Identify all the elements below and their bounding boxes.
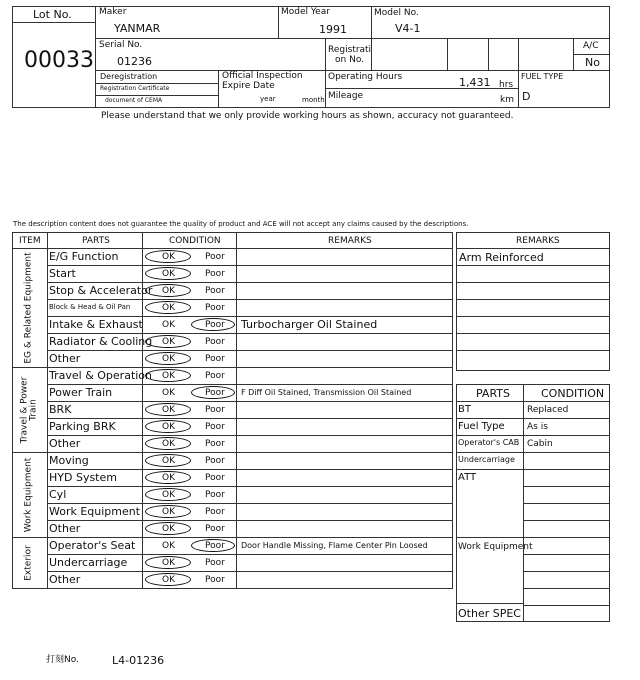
poor-option: Poor bbox=[205, 269, 225, 279]
year-label: year bbox=[260, 95, 276, 103]
stamp-no-value: L4-01236 bbox=[112, 654, 165, 667]
poor-option: Poor bbox=[205, 337, 225, 347]
poor-option: Poor bbox=[205, 524, 225, 534]
maker-label: Maker bbox=[99, 7, 127, 17]
part-label: Other bbox=[49, 437, 81, 450]
ok-option: OK bbox=[162, 473, 175, 483]
ok-selected-mark bbox=[145, 505, 191, 518]
remark-text: Turbocharger Oil Stained bbox=[241, 318, 378, 331]
poor-option: Poor bbox=[205, 456, 225, 466]
ok-option: OK bbox=[162, 371, 175, 381]
fuel-type-value: D bbox=[522, 90, 531, 103]
item-group-label: EG & Related Equipment bbox=[23, 251, 34, 364]
parts-row-label: Undercarriage bbox=[458, 455, 515, 464]
mileage-label: Mileage bbox=[328, 91, 364, 101]
parts-col-parts: PARTS bbox=[476, 387, 510, 400]
model-no-value: V4-1 bbox=[395, 22, 421, 35]
accuracy-notice: Please understand that we only provide working hours as shown, accuracy not guaranteed. bbox=[101, 111, 514, 121]
ok-option: OK bbox=[162, 541, 175, 551]
parts-row-condition: Replaced bbox=[527, 405, 569, 415]
poor-option: Poor bbox=[205, 252, 225, 262]
part-label: Power Train bbox=[49, 386, 113, 399]
ac-label: A/C bbox=[583, 41, 599, 51]
part-label: Undercarriage bbox=[49, 556, 128, 569]
ok-selected-mark bbox=[145, 454, 191, 467]
reg-cert-label: Registration Certificate bbox=[100, 85, 170, 92]
maker-value: YANMAR bbox=[114, 22, 161, 35]
serial-value: 01236 bbox=[117, 55, 152, 68]
poor-option: Poor bbox=[205, 320, 225, 330]
part-label: Work Equipment bbox=[49, 505, 141, 518]
ok-option: OK bbox=[162, 507, 175, 517]
part-label: Block & Head & Oil Pan bbox=[49, 303, 131, 311]
ok-selected-mark bbox=[145, 522, 191, 535]
part-label: Cyl bbox=[49, 488, 67, 501]
remarks-first: Arm Reinforced bbox=[459, 251, 544, 264]
parts-work-equipment: Work Equipment bbox=[458, 542, 533, 552]
poor-option: Poor bbox=[205, 473, 225, 483]
disclaimer: The description content does not guarantee the quality of product and ACE will not accept any claims caused by the descriptions. bbox=[13, 220, 469, 228]
ok-selected-mark bbox=[145, 284, 191, 297]
hrs-label: hrs bbox=[499, 80, 514, 90]
col-parts: PARTS bbox=[82, 236, 110, 246]
parts-row-condition: As is bbox=[527, 422, 548, 432]
official-inspection-label: Official Inspection Expire Date bbox=[222, 71, 303, 91]
parts-col-condition: CONDITION bbox=[541, 387, 605, 400]
ok-option: OK bbox=[162, 320, 175, 330]
part-label: Moving bbox=[49, 454, 89, 467]
poor-option: Poor bbox=[205, 490, 225, 500]
model-no-label: Model No. bbox=[374, 8, 419, 18]
registration-label: Registrati on No. bbox=[328, 45, 372, 66]
part-label: Radiator & Cooling bbox=[49, 335, 153, 348]
part-label: Operator's Seat bbox=[49, 539, 136, 552]
ok-selected-mark bbox=[145, 420, 191, 433]
poor-option: Poor bbox=[205, 507, 225, 517]
ok-selected-mark bbox=[145, 488, 191, 501]
part-label: E/G Function bbox=[49, 250, 119, 263]
part-label: Other bbox=[49, 522, 81, 535]
col-item: ITEM bbox=[19, 236, 41, 246]
ok-option: OK bbox=[162, 558, 175, 568]
parts-row-label: Operator's CAB bbox=[458, 438, 520, 447]
poor-option: Poor bbox=[205, 354, 225, 364]
ok-option: OK bbox=[162, 490, 175, 500]
ok-option: OK bbox=[162, 405, 175, 415]
ok-selected-mark bbox=[145, 267, 191, 280]
item-group-label: Exterior bbox=[23, 544, 34, 581]
parts-row-label: ATT bbox=[458, 472, 477, 483]
parts-row-label: BT bbox=[458, 404, 471, 415]
remarks-header: REMARKS bbox=[516, 236, 560, 246]
month-label: month bbox=[302, 96, 325, 104]
ok-selected-mark bbox=[145, 250, 191, 263]
col-condition: CONDITION bbox=[169, 236, 221, 246]
km-label: km bbox=[500, 95, 514, 105]
ok-option: OK bbox=[162, 575, 175, 585]
cema-label: document of CEMA bbox=[105, 97, 163, 104]
ok-option: OK bbox=[162, 354, 175, 364]
ok-option: OK bbox=[162, 456, 175, 466]
poor-option: Poor bbox=[205, 371, 225, 381]
ac-value: No bbox=[585, 56, 600, 69]
ok-option: OK bbox=[162, 422, 175, 432]
poor-option: Poor bbox=[205, 422, 225, 432]
part-label: Parking BRK bbox=[49, 420, 116, 433]
fuel-type-label: FUEL TYPE bbox=[521, 72, 564, 81]
ok-selected-mark bbox=[145, 471, 191, 484]
poor-option: Poor bbox=[205, 388, 225, 398]
ok-selected-mark bbox=[145, 301, 191, 314]
ok-selected-mark bbox=[145, 335, 191, 348]
ok-option: OK bbox=[162, 524, 175, 534]
ok-selected-mark bbox=[145, 403, 191, 416]
ok-selected-mark bbox=[145, 556, 191, 569]
ok-selected-mark bbox=[145, 437, 191, 450]
poor-option: Poor bbox=[205, 558, 225, 568]
poor-selected-mark bbox=[191, 386, 235, 399]
ok-option: OK bbox=[162, 388, 175, 398]
operating-hours-value: 1,431 bbox=[459, 76, 491, 89]
poor-option: Poor bbox=[205, 303, 225, 313]
part-label: Other bbox=[49, 573, 81, 586]
part-label: BRK bbox=[49, 403, 72, 416]
ok-selected-mark bbox=[145, 573, 191, 586]
poor-selected-mark bbox=[191, 539, 235, 552]
lot-number: 00033 bbox=[24, 48, 94, 73]
ok-option: OK bbox=[162, 337, 175, 347]
poor-option: Poor bbox=[205, 541, 225, 551]
item-group-label: Work Equipment bbox=[23, 457, 34, 532]
ok-option: OK bbox=[162, 303, 175, 313]
remark-text: Door Handle Missing, Flame Center Pin Loosed bbox=[241, 541, 428, 550]
ok-selected-mark bbox=[145, 352, 191, 365]
part-label: Travel & Operation bbox=[49, 369, 153, 382]
parts-row-label: Fuel Type bbox=[458, 421, 505, 432]
lot-label: Lot No. bbox=[33, 8, 72, 21]
serial-label: Serial No. bbox=[99, 40, 143, 50]
poor-option: Poor bbox=[205, 286, 225, 296]
remark-text: F Diff Oil Stained, Transmission Oil Stained bbox=[241, 388, 412, 397]
header-block bbox=[12, 6, 610, 108]
poor-option: Poor bbox=[205, 575, 225, 585]
model-year-label: Model Year bbox=[281, 7, 330, 17]
parts-other-spec: Other SPEC bbox=[458, 607, 521, 620]
ok-option: OK bbox=[162, 269, 175, 279]
stamp-no-label: 打刻No. bbox=[46, 655, 79, 665]
col-remarks: REMARKS bbox=[328, 236, 372, 246]
part-label: HYD System bbox=[49, 471, 117, 484]
part-label: Start bbox=[49, 267, 76, 280]
part-label: Stop & Accelerator bbox=[49, 284, 153, 297]
ok-option: OK bbox=[162, 252, 175, 262]
ok-option: OK bbox=[162, 439, 175, 449]
parts-row-condition: Cabin bbox=[527, 439, 553, 449]
operating-hours-label: Operating Hours bbox=[328, 72, 403, 82]
deregistration-label: Deregistration bbox=[100, 72, 158, 81]
model-year-value: 1991 bbox=[319, 23, 347, 36]
part-label: Other bbox=[49, 352, 81, 365]
poor-option: Poor bbox=[205, 405, 225, 415]
ok-selected-mark bbox=[145, 369, 191, 382]
poor-option: Poor bbox=[205, 439, 225, 449]
item-group-label: Travel & Power Train bbox=[18, 376, 38, 443]
ok-option: OK bbox=[162, 286, 175, 296]
poor-selected-mark bbox=[191, 318, 235, 331]
part-label: Intake & Exhaust bbox=[49, 318, 143, 331]
